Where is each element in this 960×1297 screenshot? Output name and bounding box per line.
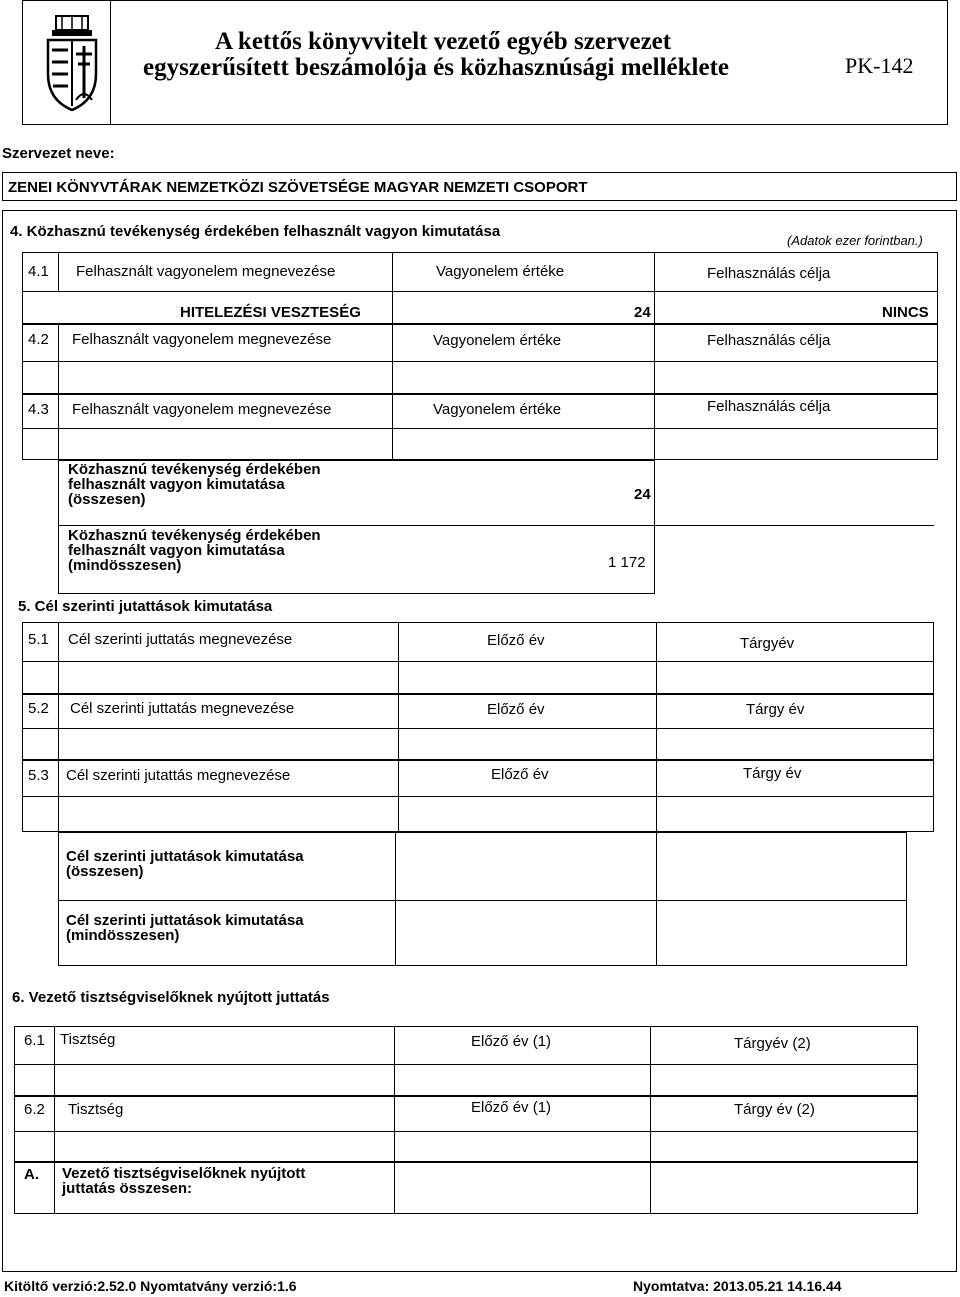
row-number: 5.1 <box>28 631 49 648</box>
section6-sum-label: Vezető tisztségviselőknek nyújtott juttatás összesen: <box>62 1165 306 1197</box>
header-divider <box>110 0 111 125</box>
column-header: Vagyonelem értéke <box>436 263 565 280</box>
column-header: Előző év <box>487 701 545 718</box>
row-number: 6.2 <box>24 1101 45 1118</box>
section4-total-label: Közhasznú tevékenység érdekében felhasznált vagyon kimutatása (összesen) <box>68 461 321 508</box>
column-header: Tárgy év <box>743 765 802 782</box>
print-timestamp: Nyomtatva: 2013.05.21 14.16.44 <box>633 1278 842 1294</box>
section4-grand-total-label: Közhasznú tevékenység érdekében felhasznált vagyon kimutatása (mindösszesen) <box>68 527 321 574</box>
column-header: Előző év <box>487 632 545 649</box>
column-header: Cél szerinti juttatás megnevezése <box>70 700 295 717</box>
row-number: 5.2 <box>28 700 49 717</box>
page-frame <box>2 210 957 1272</box>
column-header: Felhasználás célja <box>707 398 831 415</box>
section4-total-value: 24 <box>634 486 651 503</box>
column-header: Előző év (1) <box>471 1099 552 1116</box>
header-title-line2: egyszerűsített beszámolója és közhasznúsági melléklete <box>143 54 729 81</box>
row-number: 4.1 <box>28 263 49 280</box>
filler-version: Kitöltő verzió:2.52.0 Nyomtatvány verzió:1.6 <box>4 1278 297 1294</box>
column-header: Felhasználás célja <box>707 332 831 349</box>
column-header: Tisztség <box>68 1101 124 1118</box>
column-header: Előző év <box>491 766 549 783</box>
org-label: Szervezet neve: <box>2 145 115 162</box>
section5-grand-total-label: Cél szerinti juttatások kimutatása (mindösszesen) <box>66 912 304 944</box>
column-header: Vagyonelem értéke <box>433 332 562 349</box>
column-header: Felhasználás célja <box>707 265 831 282</box>
org-name: ZENEI KÖNYVTÁRAK NEMZETKÖZI SZÖVETSÉGE MAGYAR NEMZETI CSOPORT <box>8 179 588 196</box>
column-header: Felhasznált vagyonelem megnevezése <box>72 401 332 418</box>
coat-of-arms-icon <box>38 14 106 114</box>
unit-note: (Adatok ezer forintban.) <box>787 233 923 248</box>
column-header: Tisztség <box>60 1031 116 1048</box>
row-number: 4.3 <box>28 401 49 418</box>
asset-value: 24 <box>634 304 651 321</box>
column-header: Vagyonelem értéke <box>433 401 562 418</box>
column-header: Tárgyév (2) <box>734 1035 811 1052</box>
asset-purpose: NINCS <box>882 304 929 321</box>
column-header: Felhasznált vagyonelem megnevezése <box>72 331 332 348</box>
row-number: A. <box>24 1166 39 1183</box>
column-header: Cél szerinti juttatás megnevezése <box>68 631 293 648</box>
section5-title: 5. Cél szerinti jutattások kimutatása <box>18 598 273 615</box>
asset-name: HITELEZÉSI VESZTESÉG <box>180 304 361 321</box>
section5-total-label: Cél szerinti juttatások kimutatása (összesen) <box>66 848 304 880</box>
form-code: PK-142 <box>845 53 914 78</box>
row-number: 6.1 <box>24 1032 45 1049</box>
row-number: 5.3 <box>28 767 49 784</box>
column-header: Felhasznált vagyonelem megnevezése <box>76 263 336 280</box>
column-header: Tárgy év (2) <box>734 1101 815 1118</box>
section4-title: 4. Közhasznú tevékenység érdekében felhasznált vagyon kimutatása <box>10 223 501 240</box>
section4-grand-total-value: 1 172 <box>608 554 646 571</box>
column-header: Tárgyév <box>740 635 795 652</box>
section6-title: 6. Vezető tisztségviselőknek nyújtott juttatás <box>12 989 330 1006</box>
header-title-line1: A kettős könyvvitelt vezető egyéb szervezet <box>215 28 672 55</box>
row-number: 4.2 <box>28 331 49 348</box>
column-header: Cél szerinti jutattás megnevezése <box>66 767 291 784</box>
column-header: Tárgy év <box>746 701 805 718</box>
column-header: Előző év (1) <box>471 1033 552 1050</box>
